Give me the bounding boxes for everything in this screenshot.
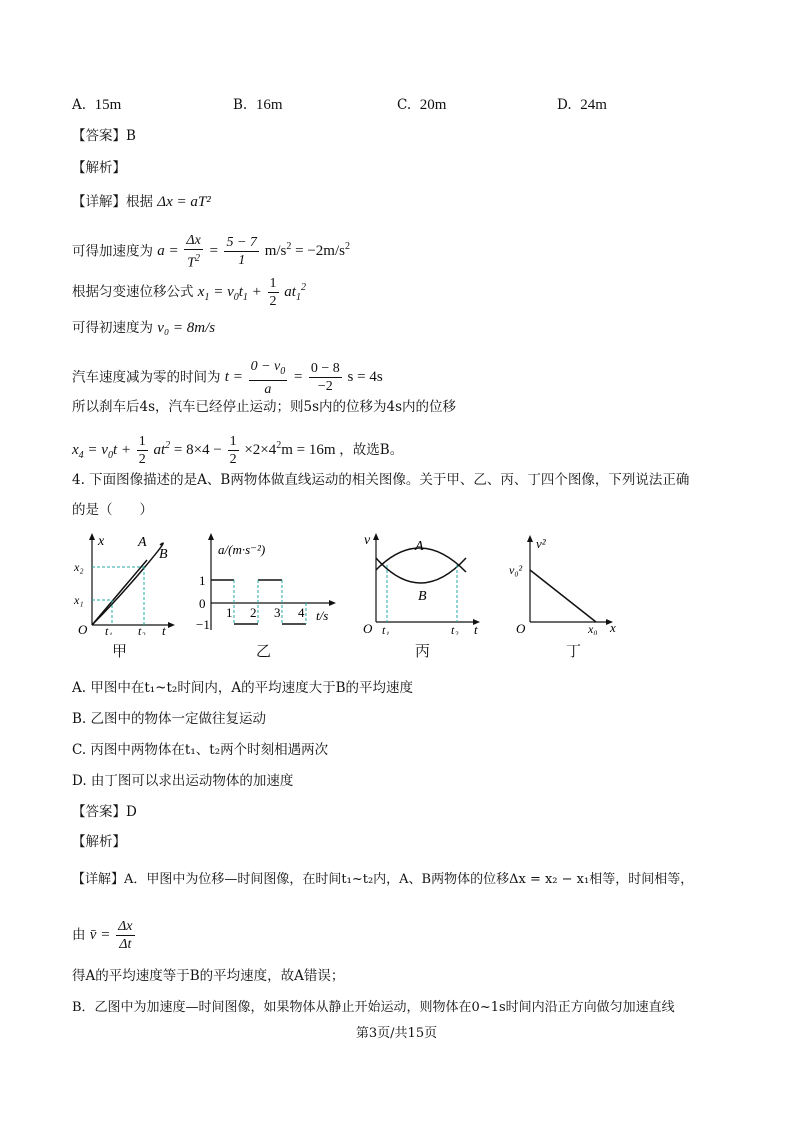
prev-option-d bbox=[557, 97, 607, 114]
label-a-unit: a/(m·s⁻²) bbox=[218, 542, 266, 557]
label-t: t bbox=[162, 623, 166, 635]
formula-delta-x: Δx = aT² bbox=[157, 194, 211, 210]
label-origin: O bbox=[78, 622, 88, 635]
q4-detail-a2: 得A的平均速度等于B的平均速度，故A错误； bbox=[72, 968, 345, 984]
option-label: B. bbox=[233, 97, 248, 113]
line-v2 bbox=[530, 570, 596, 622]
line-a bbox=[92, 560, 147, 625]
option-value: 15m bbox=[94, 97, 122, 113]
option-value: 20m bbox=[419, 97, 447, 113]
label-x1: x₁ bbox=[74, 593, 84, 607]
label-x: x bbox=[610, 620, 616, 635]
formula-initial-velocity: v₀ = 8m/s bbox=[157, 320, 216, 336]
q4-option-c: C. 丙图中两物体在t₁、t₂两个时刻相遇两次 bbox=[72, 742, 329, 758]
line-text: 可得初速度为 bbox=[72, 320, 153, 336]
formula-average-velocity: v̄ = $\frac{\Delta x}{\Delta t}$ bbox=[89, 919, 133, 952]
label-one: 1 bbox=[199, 573, 206, 588]
label-x0: x₀ bbox=[588, 622, 598, 635]
line-text: 可得加速度为 bbox=[72, 243, 153, 260]
formula-acceleration: a = $\frac{\Delta x}{T^2}$ = $\frac{5 - 7}{1}$ $m/s^2 = -2m/s^2$ bbox=[157, 233, 350, 271]
label-neg-one: −1 bbox=[196, 617, 210, 632]
page-footer: 第3页/共15页 bbox=[355, 1026, 438, 1041]
q4-option-d: D. 由丁图可以求出运动物体的加速度 bbox=[72, 773, 294, 789]
line-text: 根据匀变速位移公式 bbox=[72, 283, 194, 300]
label-a: A bbox=[138, 535, 147, 550]
detail-prefix: 【详解】根据 bbox=[72, 194, 153, 210]
label-t1: t₁ bbox=[105, 624, 113, 635]
label-v: v bbox=[364, 533, 371, 548]
label-x2: x₂ bbox=[74, 560, 84, 574]
label-t: t bbox=[474, 622, 478, 635]
caption-yi: 乙 bbox=[256, 642, 272, 660]
option-label: A. bbox=[72, 97, 87, 113]
label-t2: t₂ bbox=[138, 624, 146, 635]
prev-option-b bbox=[233, 97, 282, 114]
tick-4: 4 bbox=[298, 605, 305, 620]
formula-displacement: $x_1 = v_0t_1$ + $\frac{1}{2}$ $at_1^2$ bbox=[197, 276, 306, 309]
option-value: 24m bbox=[580, 97, 607, 113]
formula-x4: $x_4 = v_0t$ + $\frac{1}{2}$ $at^2 = 8\times 4$ − $\frac{1}{2}$ $\times 2\times 4^2m = 16m$ bbox=[72, 434, 336, 467]
graph-bing-svg bbox=[360, 530, 490, 635]
q4-option-a: A. 甲图中在t₁~t₂时间内，A的平均速度大于B的平均速度 bbox=[72, 680, 413, 696]
label-x: x bbox=[98, 534, 105, 549]
detail-3-line6: 所以刹车后4s，汽车已经停止运动；则5s内的位移为4s内的位移 bbox=[72, 399, 457, 415]
tick-3: 3 bbox=[274, 605, 281, 620]
q4-answer: 【答案】D bbox=[72, 804, 137, 820]
line-text: 汽车速度减为零的时间为 bbox=[72, 369, 221, 386]
formula-stop-time: t = $\frac{0 - v_0}{a}$ = $\frac{0 - 8}{-2}$ s = 4s bbox=[224, 359, 383, 397]
label-ts: t/s bbox=[316, 608, 329, 623]
curve-b bbox=[376, 558, 466, 583]
prev-option-c bbox=[397, 97, 446, 114]
detail-3-line4 bbox=[72, 318, 215, 338]
q4-stem-line1: 4. 下面图像描述的是A、B两物体做直线运动的相关图像。关于甲、乙、丙、丁四个图像，下列说法正确 bbox=[72, 472, 690, 488]
graph-yi bbox=[196, 530, 346, 660]
graph-yi-svg bbox=[196, 530, 346, 635]
q4-detail-formula bbox=[72, 918, 137, 953]
analysis-3: 【解析】 bbox=[72, 160, 126, 176]
caption-ding: 丁 bbox=[566, 642, 582, 660]
answer-3: 【答案】B bbox=[72, 128, 136, 144]
detail-3-line2 bbox=[72, 232, 350, 272]
option-value: 16m bbox=[255, 97, 283, 113]
line-suffix: ，故选B。 bbox=[339, 441, 404, 458]
label-t2: t₂ bbox=[451, 623, 459, 635]
q4-detail-a: 【详解】A．甲图中为位移—时间图像，在时间t₁~t₂内，A、B两物体的位移Δx = x₂ − x₁相等，时间相等， bbox=[72, 872, 694, 887]
option-label: D. bbox=[557, 97, 572, 113]
prev-option-a bbox=[72, 97, 121, 114]
label-t1: t₁ bbox=[382, 623, 390, 635]
q4-analysis: 【解析】 bbox=[72, 834, 126, 850]
q4-option-b: B. 乙图中的物体一定做往复运动 bbox=[72, 711, 267, 727]
tick-1: 1 bbox=[226, 605, 233, 620]
tick-2: 2 bbox=[250, 605, 257, 620]
label-v2: v² bbox=[536, 536, 546, 551]
graph-ding bbox=[508, 530, 628, 660]
label-v02: v₀² bbox=[509, 563, 523, 577]
graph-ding-svg bbox=[508, 530, 628, 635]
label-b: B bbox=[418, 589, 427, 604]
graph-jia bbox=[72, 530, 182, 660]
detail-3-line7 bbox=[72, 433, 403, 468]
graph-jia-svg bbox=[72, 530, 182, 635]
label-zero: 0 bbox=[199, 596, 206, 611]
label-origin: O bbox=[363, 621, 373, 635]
formula-prefix: 由 bbox=[72, 926, 86, 943]
detail-3-line5 bbox=[72, 358, 383, 398]
q4-stem-line2: 的是（ ） bbox=[72, 502, 153, 518]
option-label: C. bbox=[397, 97, 412, 113]
q4-detail-b: B．乙图中为加速度—时间图像，如果物体从静止开始运动，则物体在0~1s时间内沿正方向做匀加速直线 bbox=[72, 1000, 675, 1015]
label-origin: O bbox=[516, 621, 526, 635]
caption-bing: 丙 bbox=[415, 642, 431, 660]
label-a: A bbox=[415, 539, 424, 554]
detail-3-line1 bbox=[72, 192, 211, 212]
detail-3-line3 bbox=[72, 275, 306, 310]
graph-bing bbox=[360, 530, 490, 660]
caption-jia: 甲 bbox=[112, 642, 128, 660]
label-b: B bbox=[159, 547, 168, 562]
